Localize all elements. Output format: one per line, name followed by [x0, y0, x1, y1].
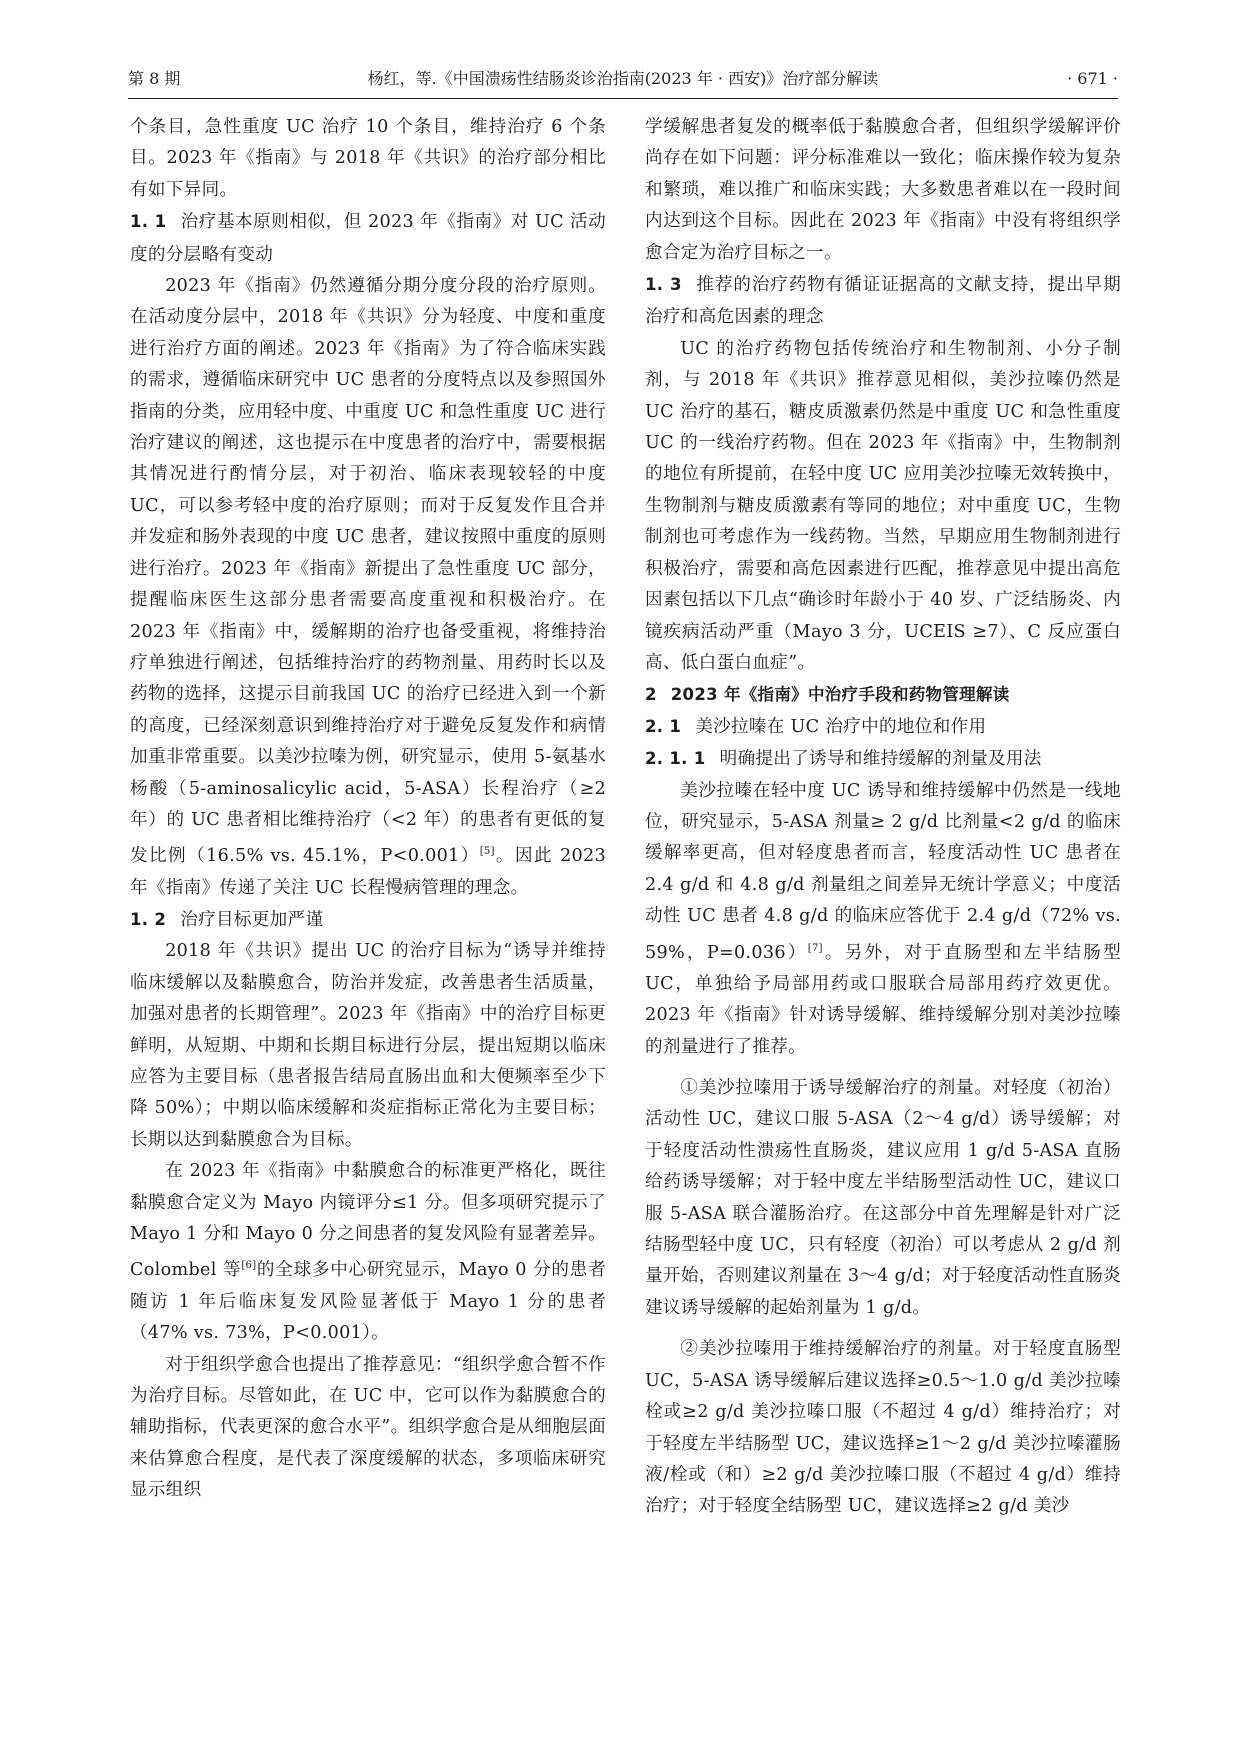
- heading-text: 治疗基本原则相似，但 2023 年《指南》对 UC 活动度的分层略有变动: [130, 212, 606, 265]
- heading-text: 治疗目标更加严谨: [180, 910, 324, 931]
- paragraph-1-3: UC 的治疗药物包括传统治疗和生物制剂、小分子制剂，与 2018 年《共识》推荐意见相似，美沙拉嗪仍然是 UC 治疗的基石，糖皮质激素仍然是中重度 UC 和急性重度 UC 的一线治疗药物。但在 2023 年《指南》中，生物制剂的地位有所提前，在轻中度 UC 应用美沙拉嗪无效转换中，生物制剂与糖皮质激素有等同的地位；对中重度 UC，生物制剂也可考虑作为一线药物。当然，早期应用生物制剂进行积极治疗，需要和高危因素进行匹配，推荐意见中提出高危因素包括以下几点“确诊时年龄小于 40 岁、广泛结肠炎、内镜疾病活动严重（Mayo 3 分，UCEIS ≥7）、C 反应蛋白高、低白蛋白血症”。: [645, 338, 1121, 673]
- paragraph-intro: 个条目，急性重度 UC 治疗 10 个条目，维持治疗 6 个条目。2023 年《指南》与 2018 年《共识》的治疗部分相比有如下异同。: [130, 117, 606, 200]
- citation-ref: [7]: [807, 942, 823, 954]
- issue-number: 第 8 期: [128, 69, 181, 88]
- heading-number: 1. 2: [130, 910, 167, 930]
- heading-text: 推荐的治疗药物有循证证据高的文献支持，提出早期治疗和高危因素的理念: [645, 275, 1121, 328]
- paragraph-1-2a: 2018 年《共识》提出 UC 的治疗目标为“诱导并维持临床缓解以及黏膜愈合，防治并发症，改善患者生活质量，加强对患者的长期管理”。2023 年《指南》中的治疗目标更鲜明，从短期、中期和长期目标进行分层，提出短期以临床应答为主要目标（患者报告结局直肠出血和大便频率至少下降 50%）；中期以临床缓解和炎症指标正常化为主要目标；长期以达到黏膜愈合为目标。: [130, 941, 606, 1150]
- heading-number: 2. 1. 1: [645, 749, 706, 769]
- paragraph-continued: 学缓解患者复发的概率低于黏膜愈合者，但组织学缓解评价尚存在如下问题：评分标准难以一致化；临床操作较为复杂和繁琐，难以推广和临床实践；大多数患者难以在一段时间内达到这个目标。因此在 2023 年《指南》中没有将组织学愈合定为治疗目标之一。: [645, 117, 1121, 263]
- heading-text: 2023 年《指南》中治疗手段和药物管理解读: [670, 685, 1010, 705]
- paragraph-text-tail: 的全球多中心研究显示，Mayo 0 分的患者随访 1 年后临床复发风险显著低于 Mayo 1 分的患者（47% vs. 73%，P<0.001）。: [130, 1260, 606, 1344]
- paragraph-text: 在 2023 年《指南》中黏膜愈合的标准更严格化，既往黏膜愈合定义为 Mayo 内镜评分≤1 分。但多项研究提示了 Mayo 1 分和 Mayo 0 分之间患者的复发风险有显著差异。Colombel 等: [130, 1161, 606, 1281]
- right-column: [645, 112, 1121, 1523]
- heading-number: 2: [645, 685, 657, 705]
- paragraph-text-tail: 。另外，对于直肠型和左半结肠型 UC，单独给予局部用药或口服联合局部用药疗效更优。2023 年《指南》针对诱导缓解、维持缓解分别对美沙拉嗪的剂量进行了推荐。: [645, 942, 1121, 1057]
- paragraph-gap: [645, 1324, 1121, 1334]
- running-title: 杨红，等.《中国溃疡性结肠炎诊治指南(2023 年 · 西安)》治疗部分解读: [367, 69, 879, 88]
- paragraph-text: 2023 年《指南》仍然遵循分期分度分段的治疗原则。在活动度分层中，2018 年《共识》分为轻度、中度和重度进行治疗方面的阐述。2023 年《指南》为了符合临床实践的需求，遵循临床研究中 UC 患者的分度特点以及参照国外指南的分类，应用轻中度、中重度 UC 和急性重度 UC 进行治疗建议的阐述，这也提示在中度患者的治疗中，需要根据其情况进行酌情分层，对于初治、临床表现较轻的中度 UC，可以参考轻中度的治疗原则；而对于反复发作且合并并发症和肠外表现的中度 UC 患者，建议按照中重度的原则进行治疗。2023 年《指南》新提出了急性重度 UC 部分，提醒临床医生这部分患者需要高度重视和积极治疗。在 2023 年《指南》中，缓解期的治疗也备受重视，将维持治疗单独进行阐述，包括维持治疗的药物剂量、用药时长以及药物的选择，这提示目前我国 UC 的治疗已经进入到一个新的高度，已经深刻意识到维持治疗对于避免反复发作和病情加重非常重要。以美沙拉嗪为例，研究显示，使用 5-氨基水杨酸（5-aminosalicylic acid，5-ASA）长程治疗（≥2 年）的 UC 患者相比维持治疗（<2 年）的患者有更低的复发比例（16.5% vs. 45.1%，P<0.001）: [130, 276, 606, 867]
- paragraph-text-tail: 。因此 2023 年《指南》传递了关注 UC 长程慢病管理的理念。: [130, 846, 606, 898]
- heading-1-2: [130, 904, 606, 936]
- paragraph-1-2c: 对于组织学愈合也提出了推荐意见：“组织学愈合暂不作为治疗目标。尽管如此，在 UC 中，它可以作为黏膜愈合的辅助指标，代表更深的愈合水平”。组织学愈合是从细胞层面来估算愈合程度，是代表了深度缓解的状态，多项临床研究显示组织: [130, 1354, 606, 1501]
- citation-ref: [5]: [479, 846, 495, 858]
- heading-number: 1. 1: [130, 212, 167, 232]
- paragraph-1-1: [130, 271, 606, 904]
- paragraph-2-1-1: [645, 776, 1121, 1064]
- heading-number: 1. 3: [645, 275, 682, 295]
- heading-number: 2. 1: [645, 716, 682, 736]
- running-header: [128, 64, 1118, 94]
- paragraph-dose-induction: ①美沙拉嗪用于诱导缓解治疗的剂量。对轻度（初治）活动性 UC，建议口服 5-ASA（2～4 g/d）诱导缓解；对于轻度活动性溃疡性直肠炎，建议应用 1 g/d 5-ASA 直肠给药诱导缓解；对于轻中度左半结肠型活动性 UC，建议口服 5-ASA 联合灌肠治疗。在这部分中首先理解是针对广泛结肠型轻中度 UC，只有轻度（初治）可以考虑从 2 g/d 剂量开始，否则建议剂量在 3～4 g/d；对于轻度活动性直肠炎建议诱导缓解的起始剂量为 1 g/d。: [645, 1078, 1121, 1318]
- paragraph-1-2b: [130, 1156, 606, 1349]
- heading-2: [645, 679, 1121, 710]
- paragraph-text: 美沙拉嗪在轻中度 UC 诱导和维持缓解中仍然是一线地位，研究显示，5-ASA 剂量≥ 2 g/d 比剂量<2 g/d 的临床缓解率更高，但对轻度患者而言，轻度活动性 UC 患者在 2.4 g/d 和 4.8 g/d 剂量组之间差异无统计学意义；中度活动性 UC 患者 4.8 g/d 的临床应答优于 2.4 g/d（72% vs. 59%，P=0.036）: [645, 780, 1121, 963]
- left-column: [130, 112, 606, 1507]
- header-rule: [128, 98, 1118, 99]
- heading-text: 美沙拉嗪在 UC 治疗中的地位和作用: [695, 716, 987, 737]
- paragraph-dose-maintenance: ②美沙拉嗪用于维持缓解治疗的剂量。对于轻度直肠型 UC，5-ASA 诱导缓解后建议选择≥0.5～1.0 g/d 美沙拉嗪栓或≥2 g/d 美沙拉嗪口服（不超过 4 g/d）维持治疗；对于轻度左半结肠型 UC，建议选择≥1～2 g/d 美沙拉嗪灌肠液/栓或（和）≥2 g/d 美沙拉嗪口服（不超过 4 g/d）维持治疗；对于轻度全结肠型 UC，建议选择≥2 g/d 美沙: [645, 1339, 1121, 1517]
- heading-text: 明确提出了诱导和维持缓解的剂量及用法: [719, 749, 1042, 770]
- heading-1-3: [645, 269, 1121, 334]
- page-number: · 671 ·: [1067, 69, 1118, 88]
- heading-1-1: [130, 206, 606, 271]
- heading-2-1-1: [645, 743, 1121, 775]
- citation-ref: [6]: [241, 1260, 257, 1272]
- heading-2-1: [645, 711, 1121, 743]
- paragraph-gap: [645, 1063, 1121, 1073]
